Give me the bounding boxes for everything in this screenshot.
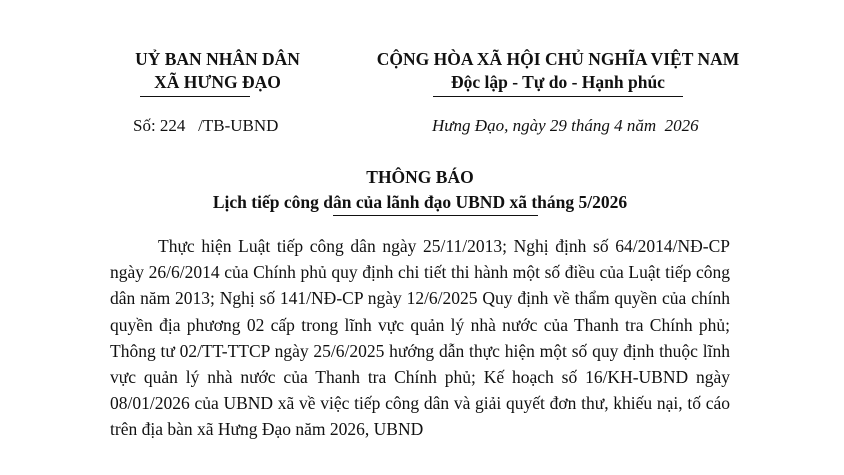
issuing-authority (110, 48, 325, 94)
country-name: CỘNG HÒA XÃ HỘI CHỦ NGHĨA VIỆT NAM (376, 49, 740, 69)
national-motto (348, 48, 768, 94)
place-and-date: Hưng Đạo, ngày 29 tháng 4 năm 2026 (432, 116, 699, 135)
authority-line2: XÃ HƯNG ĐẠO (154, 72, 281, 92)
document-body (110, 233, 730, 443)
document-number: Số: 224 /TB-UBND (133, 116, 279, 135)
body-paragraph: Thực hiện Luật tiếp công dân ngày 25/11/2013; Nghị định số 64/2014/NĐ-CP ngày 26/6/2014 của Chính phủ quy định chi tiết thi hành một số điều của Luật tiếp công dân năm 2013; Nghị số 141/NĐ-CP ngày 12/6/2025 Quy định về thẩm quyền của chính quyền địa phương 02 cấp trong lĩnh vực quản lý nhà nước của Thanh tra Chính phủ; Thông tư 02/TT-TTCP ngày 25/6/2025 hướng dẫn thực hiện một số quy định thuộc lĩnh vực quản lý nhà nước của Thanh tra Chính phủ; Kế hoạch số 16/KH-UBND ngày 08/01/2026 của UBND xã về việc tiếp công dân và giải quyết đơn thư, khiếu nại, tố cáo trên địa bàn xã Hưng Đạo năm 2026, UBND (110, 236, 730, 440)
title-underline (333, 215, 538, 216)
motto-underline (433, 96, 683, 97)
title-heading: THÔNG BÁO (366, 167, 474, 187)
authority-line1: UỶ BAN NHÂN DÂN (135, 49, 300, 69)
title-subheading: Lịch tiếp công dân của lãnh đạo UBND xã tháng 5/2026 (212, 192, 628, 212)
motto-line: Độc lập - Tự do - Hạnh phúc (451, 72, 665, 92)
document-title (150, 165, 690, 215)
authority-underline (140, 96, 250, 97)
